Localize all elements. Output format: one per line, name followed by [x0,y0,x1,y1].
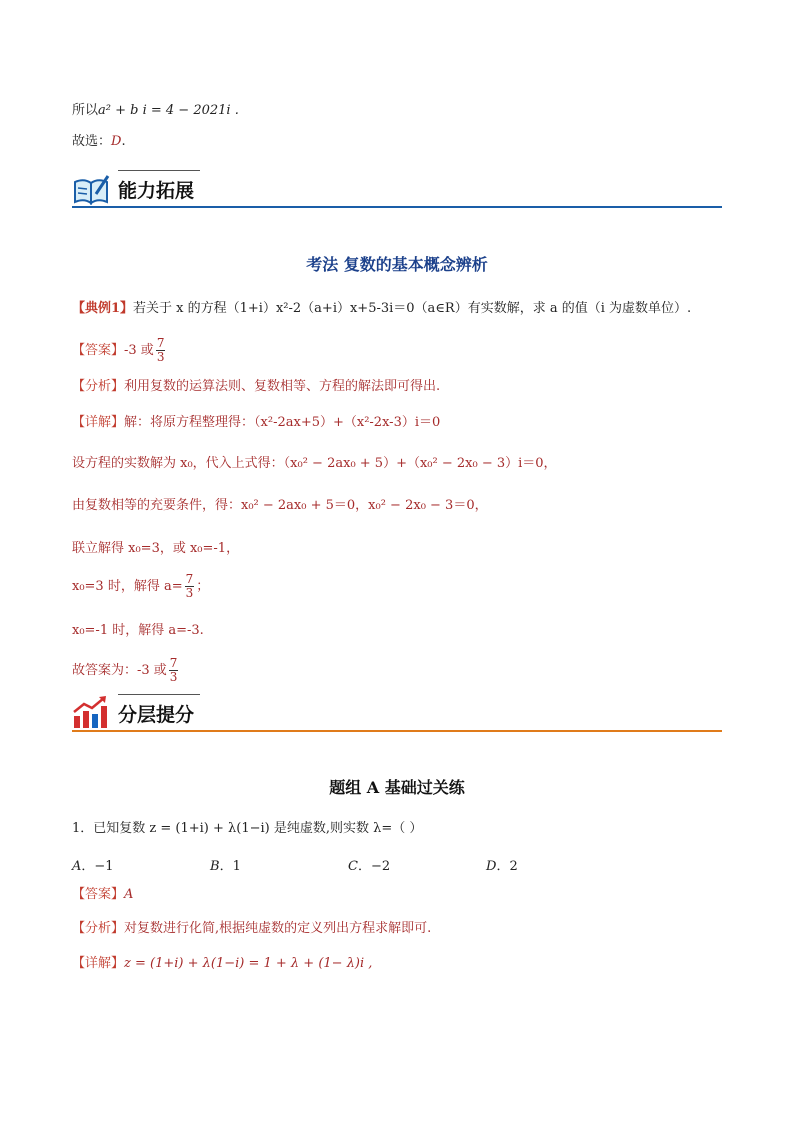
solution-step-3: 联立解得 x₀=3，或 x₀=-1， [72,541,240,556]
solution-step-5: x₀=-1 时，解得 a=-3. [72,623,204,638]
option-text: ．2 [496,859,518,874]
final-prefix: 故答案为：-3 或 [72,663,167,678]
analysis-text: 利用复数的运算法则、复数相等、方程的解法即可得出. [124,379,441,394]
solution-step-2: 由复数相等的充要条件，得：x₀² − 2ax₀ + 5＝0，x₀² − 2x₀ − 3＝0， [72,498,488,513]
option-d [486,855,518,874]
example-text: 若关于 x 的方程（1+i）x²-2（a+i）x+5-3i＝0（a∈R）有实数解，求 a 的值（i 为虚数单位）. [133,301,692,316]
q1-answer [72,886,133,904]
option-a [72,855,114,874]
detail-label: 【详解】 [72,956,125,971]
growth-chart-icon [72,694,112,730]
fraction-numerator: 7 [169,656,178,670]
answer-text: -3 或 [124,343,154,358]
analysis-label: 【分析】 [72,921,125,936]
banner-title: 能力拓展 [118,180,195,202]
analysis-label: 【分析】 [72,379,125,394]
section-title: 考法 复数的基本概念辨析 [306,255,488,274]
step4-suffix: ； [196,579,210,594]
fraction-denominator: 3 [185,586,194,600]
example-stem [72,300,691,318]
option-b [210,855,241,874]
final-fraction [169,657,179,684]
option-text: ．−2 [357,859,391,874]
solution-step-1: 设方程的实数解为 x₀，代入上式得：（x₀² − 2ax₀ + 5）+（x₀² − 2x₀ − 3）i＝0， [72,456,557,471]
answer-label: 【答案】 [72,343,125,358]
banner-rule [72,206,722,208]
fraction-numerator: 7 [185,572,194,586]
q1-detail [72,955,372,973]
option-text: ．−1 [81,859,114,874]
answer-label: 【答案】 [72,887,125,902]
banner-ability [72,170,722,210]
banner-tiered [72,694,722,734]
step4-prefix: x₀=3 时，解得 a= [72,579,183,594]
answer-value: A [124,887,134,902]
intro-expression: a² + b i = 4 − 2021i . [98,103,239,118]
group-title: 题组 A 基础过关练 [329,778,465,797]
book-pencil-icon [72,172,112,208]
example-answer [72,336,167,366]
choose-prefix: 故选： [72,134,112,149]
solution-step-4 [72,572,209,602]
fraction-denominator: 3 [169,670,178,684]
step4-fraction [185,573,195,600]
question-1-stem: 1．已知复数 z = (1+i) + λ(1−i) 是纯虚数,则实数 λ=（ ） [72,821,423,836]
option-c [348,855,390,874]
final-answer [72,656,180,686]
banner-top-rule [118,170,200,171]
intro-line [72,102,239,120]
intro-prefix: 所以 [72,103,99,118]
example-detail [72,414,440,432]
detail-prefix: 解：将原方程整理得： [124,415,255,430]
option-letter: B [210,859,220,874]
detail-label: 【详解】 [72,415,125,430]
example-analysis [72,378,440,396]
detail-expression: z = (1+i) + λ(1−i) = 1 + λ + (1− λ)i , [124,956,373,971]
analysis-text: 对复数进行化简,根据纯虚数的定义列出方程求解即可. [124,921,432,936]
banner-top-rule [118,694,200,695]
fraction-numerator: 7 [156,336,165,350]
example-label: 【典例1】 [72,301,134,316]
choose-value: D [111,134,122,149]
banner-title: 分层提分 [118,704,195,726]
banner-rule [72,730,722,732]
detail-expression: （x²-2ax+5）+（x²-2x-3）i＝0 [254,415,441,430]
fraction-denominator: 3 [156,350,165,364]
q1-analysis [72,920,431,938]
option-letter: D [486,859,497,874]
choose-line [72,133,126,151]
option-letter: C [348,859,358,874]
answer-fraction [156,337,166,364]
choose-suffix: . [121,134,126,149]
option-text: ．1 [219,859,241,874]
option-letter: A [72,859,82,874]
